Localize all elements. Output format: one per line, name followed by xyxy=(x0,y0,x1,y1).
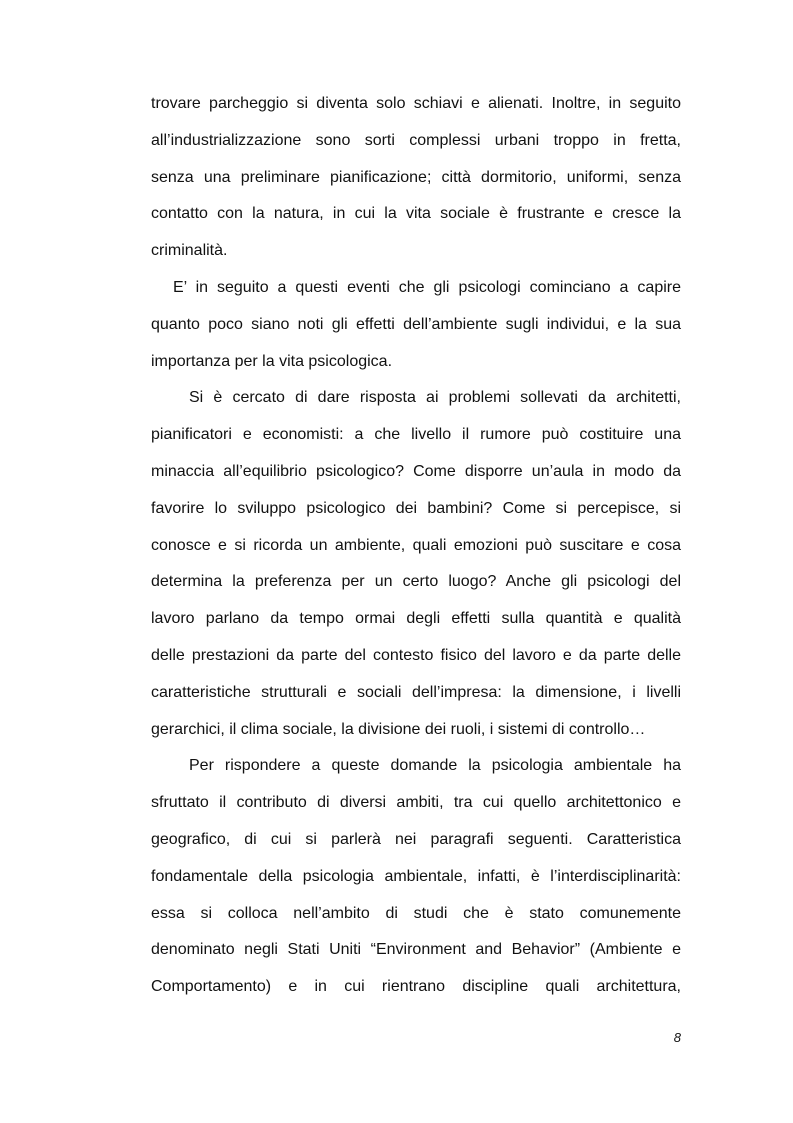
text-line: sfruttato il contributo di diversi ambiti, tra cui quello architettonico e xyxy=(151,794,681,812)
text-line: contatto con la natura, in cui la vita sociale è frustrante e cresce la xyxy=(151,205,681,223)
text-line: minaccia all’equilibrio psicologico? Come disporre un’aula in modo da xyxy=(151,462,681,480)
text-line: importanza per la vita psicologica. xyxy=(151,352,393,370)
paragraph-1 xyxy=(151,86,681,270)
text-line: delle prestazioni da parte del contesto fisico del lavoro e da parte delle xyxy=(151,646,681,664)
paragraph-2 xyxy=(151,270,681,380)
text-line: criminalità. xyxy=(151,242,228,260)
text-line: essa si colloca nell’ambito di studi che è stato comunemente xyxy=(151,904,681,922)
text-line: lavoro parlano da tempo ormai degli effetti sulla quantità e qualità xyxy=(151,610,681,628)
text-line: caratteristiche strutturali e sociali dell’impresa: la dimensione, i livelli xyxy=(151,683,681,701)
text-line: senza una preliminare pianificazione; città dormitorio, uniformi, senza xyxy=(151,168,681,186)
document-page xyxy=(151,86,681,1006)
text-line: trovare parcheggio si diventa solo schiavi e alienati. Inoltre, in seguito xyxy=(151,95,681,112)
paragraph-3 xyxy=(151,380,681,748)
text-line: quanto poco siano noti gli effetti dell’ambiente sugli individui, e la sua xyxy=(151,315,681,333)
text-line: fondamentale della psicologia ambientale, infatti, è l’interdisciplinarità: xyxy=(151,867,681,885)
text-line: Per rispondere a queste domande la psicologia ambientale ha xyxy=(189,757,681,775)
text-line: geografico, di cui si parlerà nei paragrafi seguenti. Caratteristica xyxy=(151,830,681,848)
page-number: 8 xyxy=(673,1030,681,1045)
text-line: pianificatori e economisti: a che livello il rumore può costituire una xyxy=(151,426,681,444)
text-line: E’ in seguito a questi eventi che gli psicologi cominciano a capire xyxy=(173,278,681,296)
text-line: Si è cercato di dare risposta ai problemi sollevati da architetti, xyxy=(189,389,681,407)
text-line: determina la preferenza per un certo luogo? Anche gli psicologi del xyxy=(151,573,681,591)
paragraph-4 xyxy=(151,748,681,1006)
text-line: denominato negli Stati Uniti “Environment and Behavior” (Ambiente e xyxy=(151,941,681,959)
text-line: all’industrializzazione sono sorti complessi urbani troppo in fretta, xyxy=(151,131,681,149)
text-line: gerarchici, il clima sociale, la divisione dei ruoli, i sistemi di controllo… xyxy=(151,720,646,738)
text-line: Comportamento) e in cui rientrano discipline quali architettura, xyxy=(151,978,681,996)
text-line: conosce e si ricorda un ambiente, quali emozioni può suscitare e cosa xyxy=(151,536,681,554)
text-line: favorire lo sviluppo psicologico dei bambini? Come si percepisce, si xyxy=(151,499,681,517)
